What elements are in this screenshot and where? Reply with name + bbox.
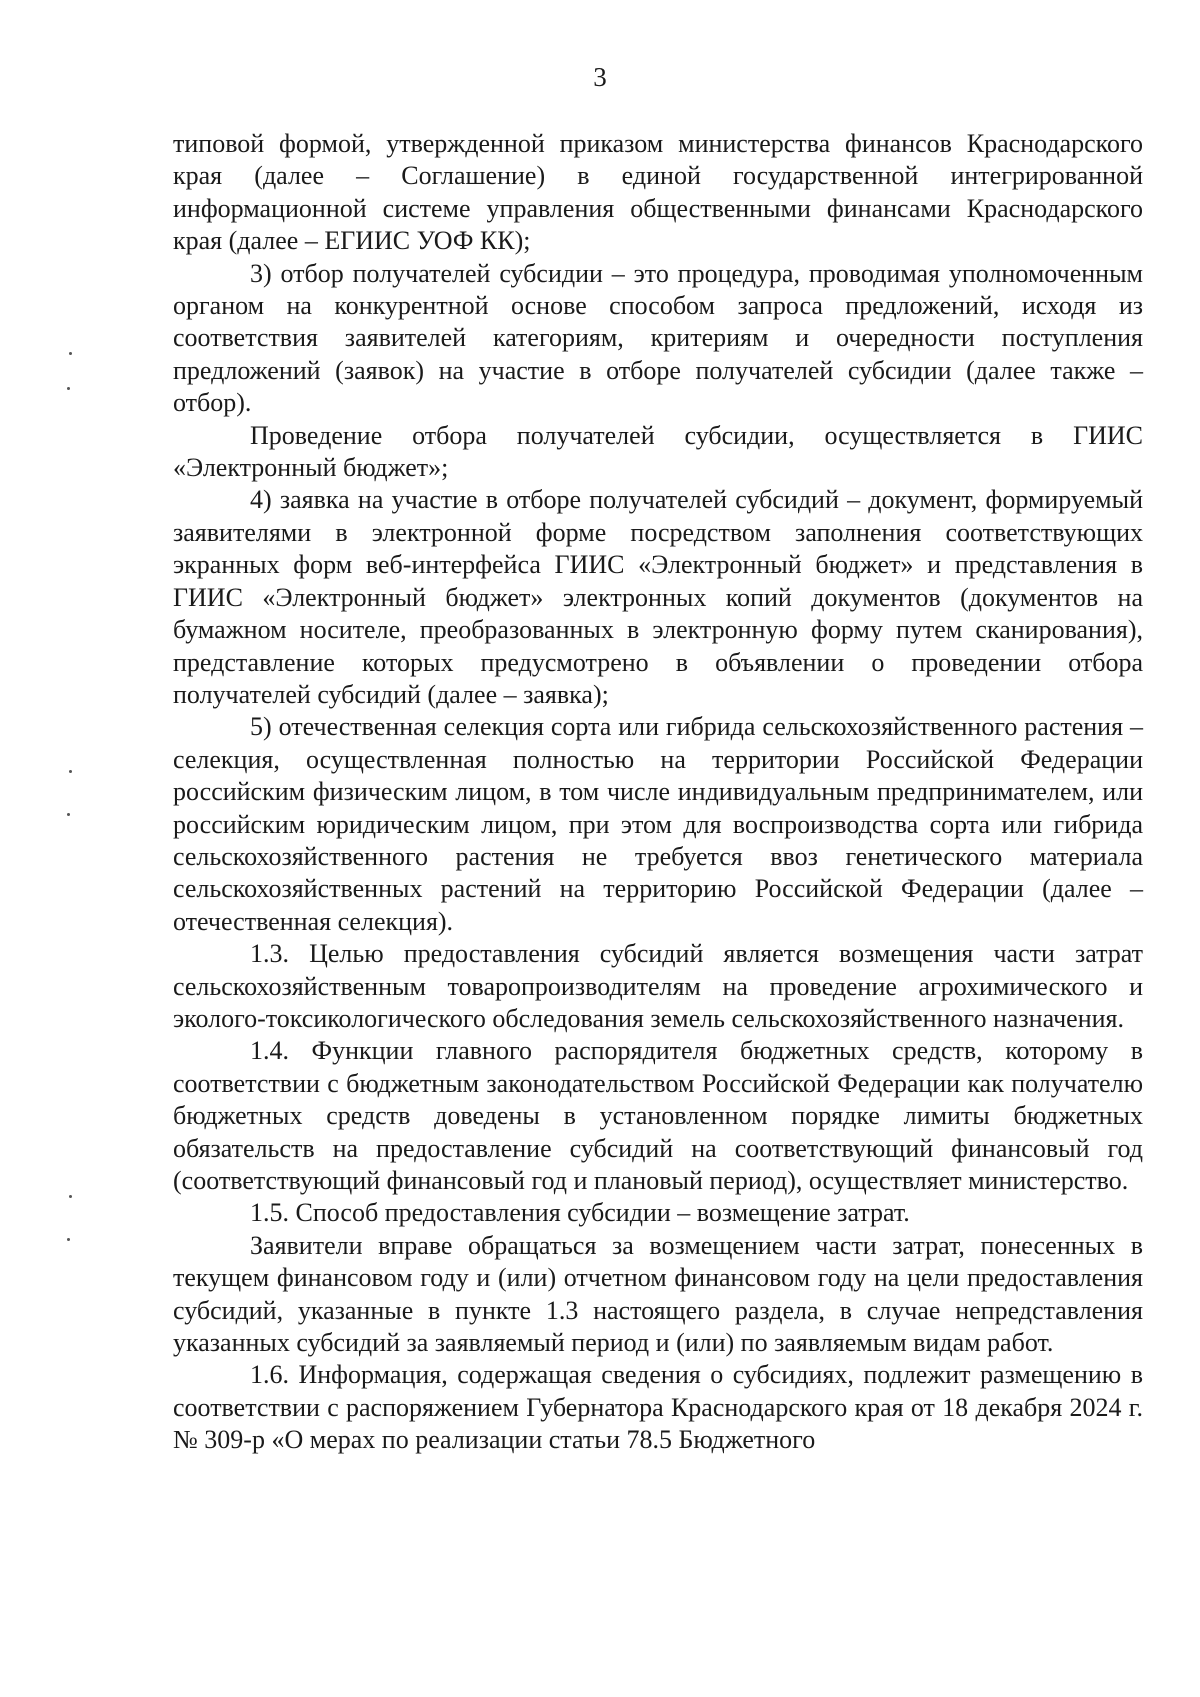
scan-speck <box>69 770 72 773</box>
paragraph-1-6: 1.6. Информация, содержащая сведения о субсидиях, подлежит размещению в соответствии с распоряжением Губернатора Краснодарского края от 18 декабря 2024 г. № 309-р «О мерах по реализации статьи 78.5 Бюджетного <box>173 1360 1143 1455</box>
scan-speck <box>67 1238 70 1241</box>
paragraph-1-5: 1.5. Способ предоставления субсидии – возмещение затрат. <box>250 1198 910 1228</box>
scan-speck <box>69 1195 72 1198</box>
paragraph-1-4: 1.4. Функции главного распорядителя бюджетных средств, которому в соответствии с бюджетным законодательством Российской Федерации как получателю бюджетных средств доведены в установленном порядке лимиты бюджетных обязательств на предоставление субсидий на соответствующий финансовый год (соответствующий финансовый год и плановый период), осуществляет министерство. <box>173 1036 1143 1195</box>
paragraph-selection-conduct: Проведение отбора получателей субсидии, осуществляется в ГИИС «Электронный бюджет»; <box>173 420 1143 483</box>
paragraph-item-3: 3) отбор получателей субсидии – это процедура, проводимая уполномоченным органом на конкурентной основе способом запроса предложений, исходя из соответствия заявителей категориям, критериям и очередности поступления предложений (заявок) на участие в отборе получателей субсидии (далее также – отбор). <box>173 258 1143 418</box>
scan-speck <box>67 813 70 816</box>
page-number: 3 <box>593 62 607 92</box>
scan-speck <box>67 387 70 390</box>
scan-speck <box>69 352 72 355</box>
paragraph-continuation: типовой формой, утвержденной приказом министерства финансов Краснодарского края (далее – Соглашение) в единой государственной интегрированной информационной системе управления общественными финансами Краснодарского края (далее – ЕГИИС УОФ КК); <box>173 129 1143 256</box>
paragraph-item-5: 5) отечественная селекция сорта или гибрида сельскохозяйственного растения – селекция, осуществленная полностью на территории Российской Федерации российским физическим лицом, в том числе индивидуальным предпринимателем, или российским юридическим лицом, при этом для воспроизводства сорта или гибрида сельскохозяйственного растения не требуется ввоз генетического материала сельскохозяйственных растений на территорию Российской Федерации (далее – отечественная селекция). <box>173 712 1143 936</box>
document-body <box>173 128 1143 1457</box>
paragraph-item-4: 4) заявка на участие в отборе получателей субсидий – документ, формируемый заявителями в электронной форме посредством заполнения соответствующих экранных форм веб-интерфейса ГИИС «Электронный бюджет» и представления в ГИИС «Электронный бюджет» электронных копий документов (документов на бумажном носителе, преобразованных в электронную форму путем сканирования), представление которых предусмотрено в объявлении о проведении отбора получателей субсидий (далее – заявка); <box>173 485 1143 709</box>
paragraph-applicants: Заявители вправе обращаться за возмещением части затрат, понесенных в текущем финансовом году и (или) отчетном финансовом году на цели предоставления субсидий, указанные в пункте 1.3 настоящего раздела, в случае непредставления указанных субсидий за заявляемый период и (или) по заявляемым видам работ. <box>173 1230 1143 1358</box>
paragraph-1-3: 1.3. Целью предоставления субсидий является возмещения части затрат сельскохозяйственным товаропроизводителям на проведение агрохимического и эколого-токсикологического обследования земель сельскохозяйственного назначения. <box>173 939 1143 1033</box>
